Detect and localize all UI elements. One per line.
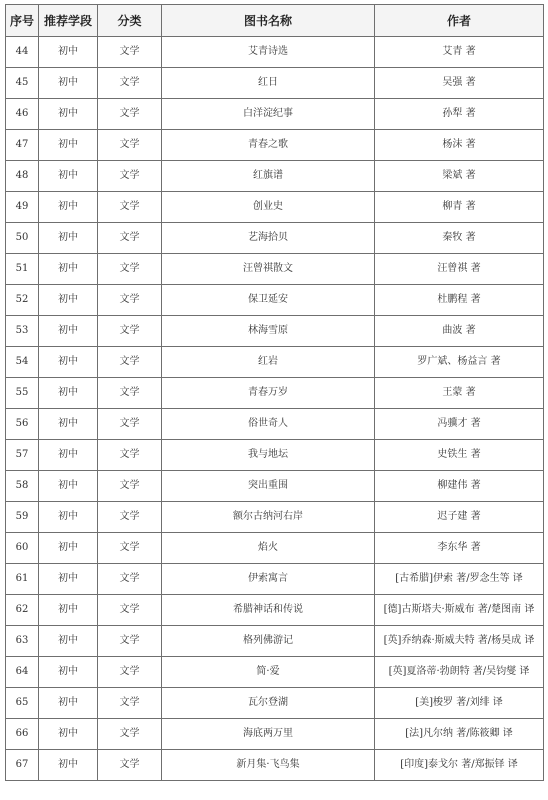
book-title-cell: 突出重围 [162, 471, 375, 502]
table-row [6, 285, 544, 316]
school-stage-cell: 初中 [39, 719, 98, 750]
book-title-cell: 海底两万里 [162, 719, 375, 750]
category-cell: 文学 [98, 37, 162, 68]
header-serial-number: 序号 [6, 5, 39, 37]
serial-number-cell: 66 [6, 719, 39, 750]
school-stage-cell: 初中 [39, 192, 98, 223]
category-cell: 文学 [98, 688, 162, 719]
book-title-cell: 格列佛游记 [162, 626, 375, 657]
serial-number-cell: 44 [6, 37, 39, 68]
table-row [6, 254, 544, 285]
table-row [6, 657, 544, 688]
school-stage-cell: 初中 [39, 595, 98, 626]
header-author: 作者 [375, 5, 544, 37]
author-cell: 冯骥才 著 [375, 409, 544, 440]
book-title-cell: 林海雪原 [162, 316, 375, 347]
table-row [6, 564, 544, 595]
author-cell: 柳青 著 [375, 192, 544, 223]
table-body [6, 37, 544, 781]
serial-number-cell: 51 [6, 254, 39, 285]
author-cell: 秦牧 著 [375, 223, 544, 254]
author-cell: 梁斌 著 [375, 161, 544, 192]
serial-number-cell: 46 [6, 99, 39, 130]
serial-number-cell: 57 [6, 440, 39, 471]
school-stage-cell: 初中 [39, 471, 98, 502]
serial-number-cell: 55 [6, 378, 39, 409]
book-title-cell: 青春万岁 [162, 378, 375, 409]
header-category: 分类 [98, 5, 162, 37]
table-row [6, 161, 544, 192]
book-title-cell: 希腊神话和传说 [162, 595, 375, 626]
header-book-title: 图书名称 [162, 5, 375, 37]
serial-number-cell: 62 [6, 595, 39, 626]
book-title-cell: 新月集·飞鸟集 [162, 750, 375, 781]
school-stage-cell: 初中 [39, 99, 98, 130]
author-cell: 孙犁 著 [375, 99, 544, 130]
book-title-cell: 红旗谱 [162, 161, 375, 192]
table-row [6, 626, 544, 657]
category-cell: 文学 [98, 595, 162, 626]
serial-number-cell: 58 [6, 471, 39, 502]
school-stage-cell: 初中 [39, 37, 98, 68]
book-title-cell: 焰火 [162, 533, 375, 564]
serial-number-cell: 65 [6, 688, 39, 719]
author-cell: [法]凡尔纳 著/陈筱卿 译 [375, 719, 544, 750]
school-stage-cell: 初中 [39, 223, 98, 254]
serial-number-cell: 60 [6, 533, 39, 564]
table-row [6, 471, 544, 502]
author-cell: [美]梭罗 著/刘绯 译 [375, 688, 544, 719]
school-stage-cell: 初中 [39, 750, 98, 781]
table-row [6, 192, 544, 223]
category-cell: 文学 [98, 316, 162, 347]
category-cell: 文学 [98, 471, 162, 502]
serial-number-cell: 47 [6, 130, 39, 161]
table-row [6, 223, 544, 254]
table-row [6, 595, 544, 626]
serial-number-cell: 63 [6, 626, 39, 657]
school-stage-cell: 初中 [39, 347, 98, 378]
table-row [6, 68, 544, 99]
category-cell: 文学 [98, 192, 162, 223]
category-cell: 文学 [98, 68, 162, 99]
school-stage-cell: 初中 [39, 161, 98, 192]
author-cell: 史铁生 著 [375, 440, 544, 471]
table-row [6, 750, 544, 781]
school-stage-cell: 初中 [39, 440, 98, 471]
author-cell: [英]夏洛蒂·勃朗特 著/吴钧燮 译 [375, 657, 544, 688]
book-title-cell: 创业史 [162, 192, 375, 223]
category-cell: 文学 [98, 378, 162, 409]
serial-number-cell: 56 [6, 409, 39, 440]
serial-number-cell: 49 [6, 192, 39, 223]
serial-number-cell: 67 [6, 750, 39, 781]
table-row [6, 378, 544, 409]
book-title-cell: 伊索寓言 [162, 564, 375, 595]
school-stage-cell: 初中 [39, 626, 98, 657]
table-row [6, 533, 544, 564]
book-title-cell: 俗世奇人 [162, 409, 375, 440]
serial-number-cell: 52 [6, 285, 39, 316]
author-cell: [印度]泰戈尔 著/郑振铎 译 [375, 750, 544, 781]
school-stage-cell: 初中 [39, 409, 98, 440]
category-cell: 文学 [98, 161, 162, 192]
author-cell: 王蒙 著 [375, 378, 544, 409]
author-cell: 艾青 著 [375, 37, 544, 68]
book-list-table [5, 4, 544, 781]
category-cell: 文学 [98, 285, 162, 316]
table-row [6, 409, 544, 440]
book-title-cell: 艾青诗选 [162, 37, 375, 68]
school-stage-cell: 初中 [39, 564, 98, 595]
school-stage-cell: 初中 [39, 657, 98, 688]
category-cell: 文学 [98, 719, 162, 750]
author-cell: 李东华 著 [375, 533, 544, 564]
author-cell: [德]古斯塔夫·斯威布 著/楚图南 译 [375, 595, 544, 626]
school-stage-cell: 初中 [39, 130, 98, 161]
category-cell: 文学 [98, 502, 162, 533]
table-row [6, 99, 544, 130]
header-school-stage: 推荐学段 [39, 5, 98, 37]
serial-number-cell: 45 [6, 68, 39, 99]
school-stage-cell: 初中 [39, 254, 98, 285]
school-stage-cell: 初中 [39, 688, 98, 719]
serial-number-cell: 50 [6, 223, 39, 254]
table-row [6, 347, 544, 378]
book-title-cell: 简·爱 [162, 657, 375, 688]
category-cell: 文学 [98, 533, 162, 564]
serial-number-cell: 54 [6, 347, 39, 378]
author-cell: 杨沫 著 [375, 130, 544, 161]
book-title-cell: 我与地坛 [162, 440, 375, 471]
table-header-row [6, 5, 544, 37]
table-row [6, 688, 544, 719]
category-cell: 文学 [98, 409, 162, 440]
category-cell: 文学 [98, 750, 162, 781]
table-row [6, 440, 544, 471]
author-cell: [古希腊]伊索 著/罗念生等 译 [375, 564, 544, 595]
table-row [6, 316, 544, 347]
author-cell: 罗广斌、杨益言 著 [375, 347, 544, 378]
table-row [6, 502, 544, 533]
author-cell: 迟子建 著 [375, 502, 544, 533]
book-title-cell: 瓦尔登湖 [162, 688, 375, 719]
serial-number-cell: 64 [6, 657, 39, 688]
category-cell: 文学 [98, 99, 162, 130]
book-title-cell: 红日 [162, 68, 375, 99]
author-cell: 吴强 著 [375, 68, 544, 99]
book-title-cell: 额尔古纳河右岸 [162, 502, 375, 533]
category-cell: 文学 [98, 564, 162, 595]
school-stage-cell: 初中 [39, 378, 98, 409]
school-stage-cell: 初中 [39, 533, 98, 564]
category-cell: 文学 [98, 626, 162, 657]
category-cell: 文学 [98, 254, 162, 285]
school-stage-cell: 初中 [39, 502, 98, 533]
serial-number-cell: 48 [6, 161, 39, 192]
category-cell: 文学 [98, 440, 162, 471]
category-cell: 文学 [98, 130, 162, 161]
book-title-cell: 艺海拾贝 [162, 223, 375, 254]
author-cell: 汪曾祺 著 [375, 254, 544, 285]
book-title-cell: 保卫延安 [162, 285, 375, 316]
school-stage-cell: 初中 [39, 316, 98, 347]
book-title-cell: 红岩 [162, 347, 375, 378]
serial-number-cell: 61 [6, 564, 39, 595]
school-stage-cell: 初中 [39, 285, 98, 316]
table-row [6, 37, 544, 68]
table-row [6, 719, 544, 750]
book-title-cell: 青春之歌 [162, 130, 375, 161]
category-cell: 文学 [98, 223, 162, 254]
author-cell: [英]乔纳森·斯威夫特 著/杨昊成 译 [375, 626, 544, 657]
serial-number-cell: 53 [6, 316, 39, 347]
category-cell: 文学 [98, 657, 162, 688]
school-stage-cell: 初中 [39, 68, 98, 99]
category-cell: 文学 [98, 347, 162, 378]
author-cell: 柳建伟 著 [375, 471, 544, 502]
serial-number-cell: 59 [6, 502, 39, 533]
book-title-cell: 汪曾祺散文 [162, 254, 375, 285]
author-cell: 曲波 著 [375, 316, 544, 347]
book-title-cell: 白洋淀纪事 [162, 99, 375, 130]
table-row [6, 130, 544, 161]
author-cell: 杜鹏程 著 [375, 285, 544, 316]
